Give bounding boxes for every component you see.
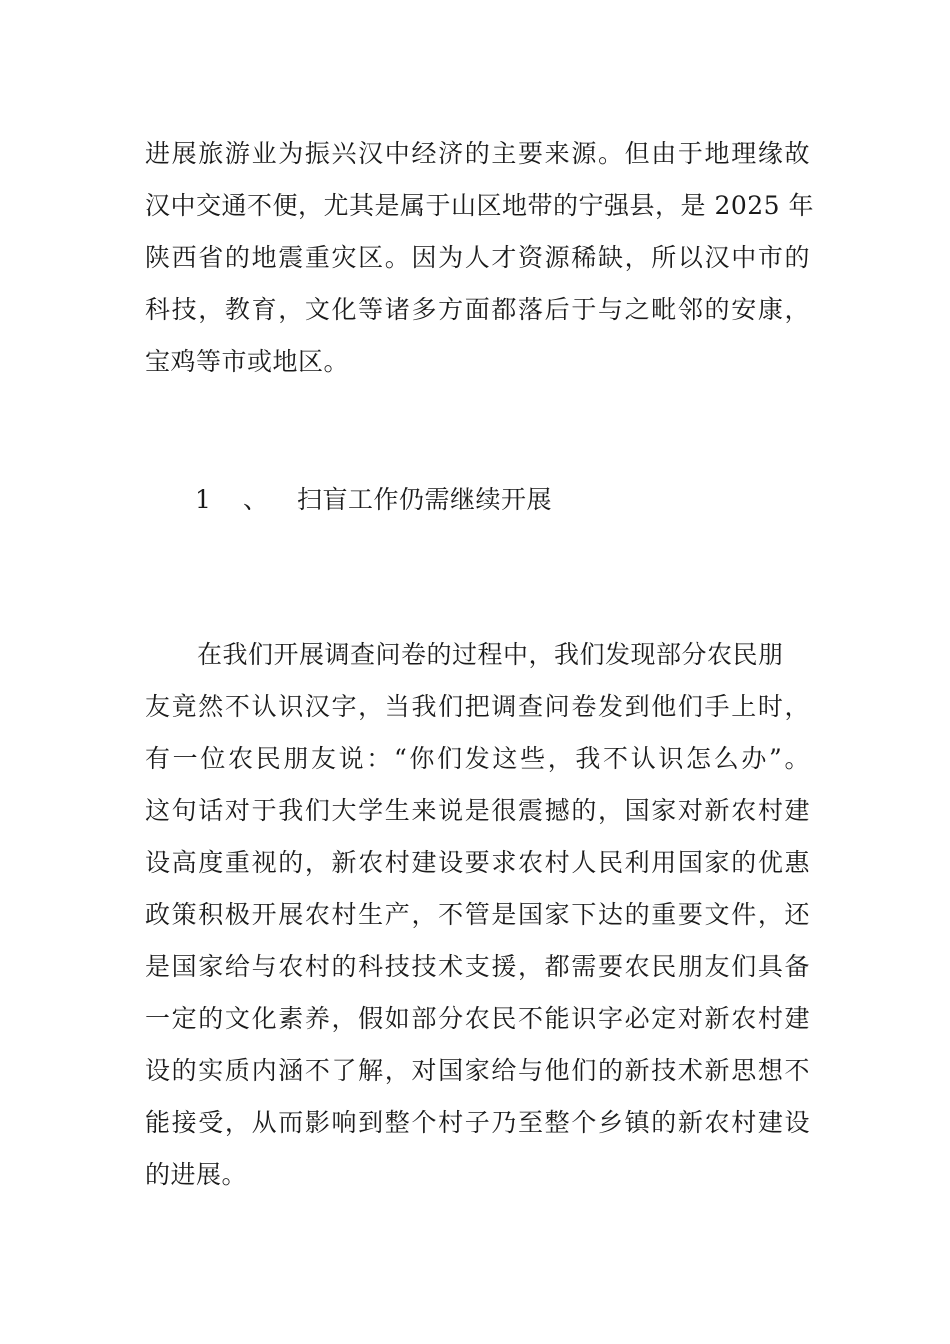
paragraph-line: 是国家给与农村的科技技术支援，都需要农民朋友们具备 — [145, 952, 810, 981]
paragraph-line: 陕西省的地震重灾区。因为人才资源稀缺，所以汉中市的 — [145, 243, 810, 272]
paragraph-line: 能接受，从而影响到整个村子乃至整个乡镇的新农村建设 — [145, 1108, 810, 1137]
paragraph-line: 设高度重视的，新农村建设要求农村人民利用国家的优惠 — [145, 848, 810, 877]
heading-text: 扫盲工作仍需继续开展 — [297, 485, 553, 514]
paragraph-line: 的进展。 — [145, 1160, 248, 1189]
paragraph-2 — [145, 629, 810, 1201]
paragraph-line: 有一位农民朋友说：“你们发这些，我不认识怎么办”。 — [145, 744, 810, 773]
paragraph-1 — [145, 128, 815, 388]
paragraph-line: 这句话对于我们大学生来说是很震撼的，国家对新农村建 — [145, 796, 810, 825]
paragraph-line: 科技，教育，文化等诸多方面都落后于与之毗邻的安康， — [145, 295, 810, 324]
section-heading — [145, 474, 810, 526]
heading-separator: 、 — [243, 485, 269, 514]
heading-number: 1 — [195, 485, 212, 514]
paragraph-line: 友竟然不认识汉字，当我们把调查问卷发到他们手上时， — [145, 692, 810, 721]
paragraph-line: 设的实质内涵不了解，对国家给与他们的新技术新思想不 — [145, 1056, 810, 1085]
paragraph-line: 汉中交通不便，尤其是属于山区地带的宁强县，是 2025 年 — [145, 191, 815, 220]
paragraph-line: 宝鸡等市或地区。 — [145, 347, 350, 376]
paragraph-line: 在我们开展调查问卷的过程中，我们发现部分农民朋 — [197, 640, 784, 669]
paragraph-line: 进展旅游业为振兴汉中经济的主要来源。但由于地理缘故 — [145, 139, 810, 168]
paragraph-line: 政策积极开展农村生产，不管是国家下达的重要文件，还 — [145, 900, 810, 929]
paragraph-line: 一定的文化素养，假如部分农民不能识字必定对新农村建 — [145, 1004, 810, 1033]
